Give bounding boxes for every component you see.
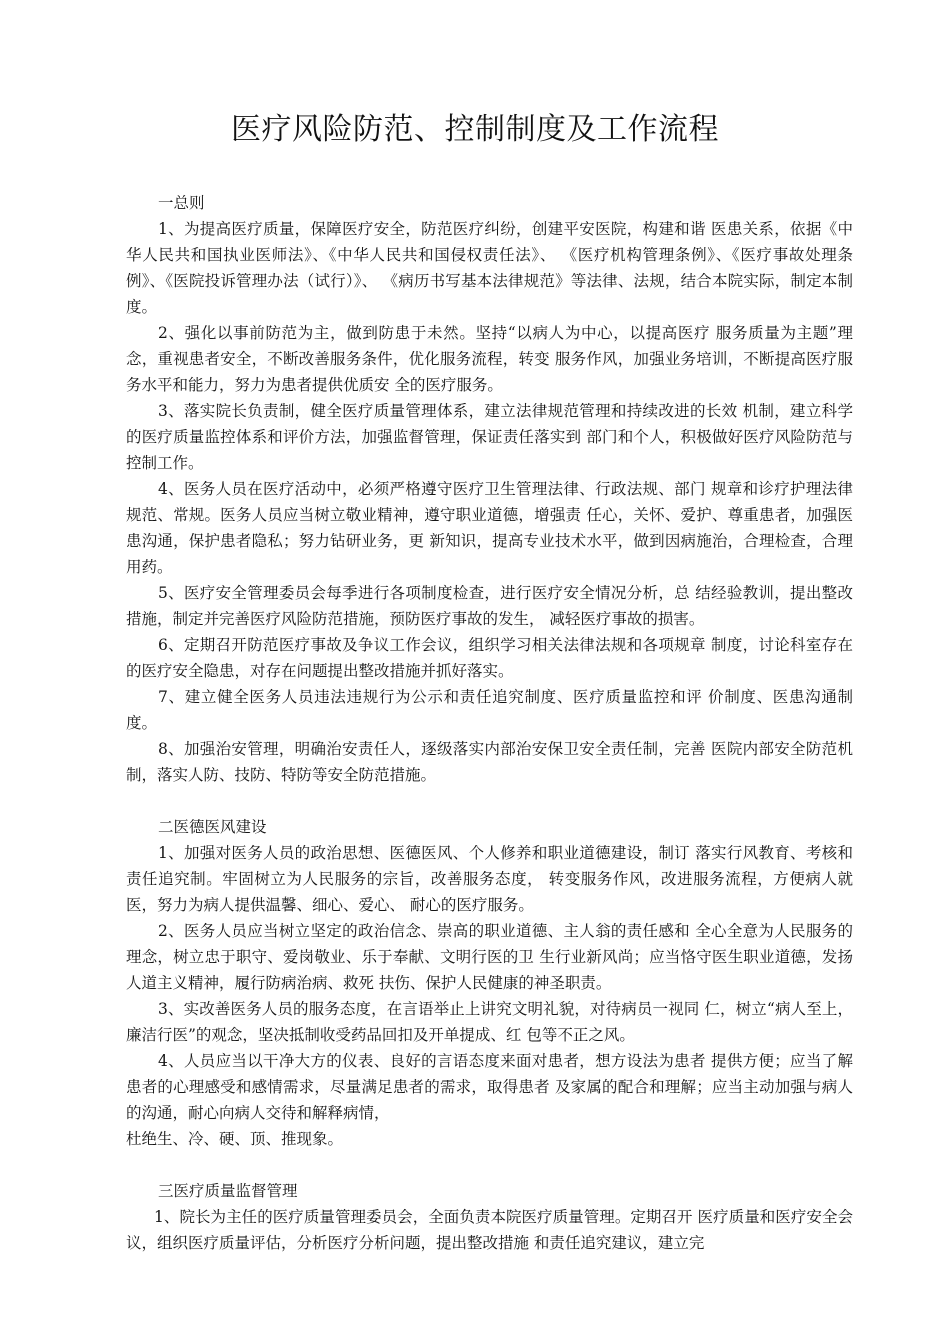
paragraph: 3、实改善医务人员的服务态度，在言语举止上讲究文明礼貌，对待病员一视同 仁，树立“病人至上，廉洁行医”的观念，坚决抵制收受药品回扣及开单提成、红 包等不正之风。 xyxy=(126,1000,853,1044)
document-title: 医疗风险防范、控制制度及工作流程 xyxy=(231,112,719,147)
paragraph: 4、人员应当以干净大方的仪表、良好的言语态度来面对患者，想方设法为患者 提供方便；应当了解患者的心理感受和感情需求，尽量满足患者的需求，取得患者 及家属的配合和理解；应当主动加强与病人的沟通，耐心向病人交待和解释病情， xyxy=(126,1052,853,1122)
paragraph: 1、院长为主任的医疗质量管理委员会，全面负责本院医疗质量管理。定期召开 医疗质量和医疗安全会议，组织医疗质量评估，分析医疗分析问题，提出整改措施 和责任追究建议，建立完 xyxy=(126,1208,853,1252)
paragraph: 2、医务人员应当树立坚定的政治信念、崇高的职业道德、主人翁的责任感和 全心全意为人民服务的理念，树立忠于职守、爱岗敬业、乐于奉献、文明行医的卫 生行业新风尚；应当恪守医生职业道德，发扬人道主义精神，履行防病治病、救死 扶伤、保护人民健康的神圣职责。 xyxy=(126,922,853,992)
paragraph: 3、落实院长负责制，健全医疗质量管理体系，建立法律规范管理和持续改进的长效 机制，建立科学的医疗质量监控体系和评价方法，加强监督管理，保证责任落实到 部门和个人，积极做好医疗风险防范与控制工作。 xyxy=(126,402,853,472)
section-heading-general: 一总则 xyxy=(158,194,205,212)
paragraph: 8、加强治安管理，明确治安责任人，逐级落实内部治安保卫安全责任制，完善 医院内部安全防范机制，落实人防、技防、特防等安全防范措施。 xyxy=(126,740,853,784)
section-heading-ethics: 二医德医风建设 xyxy=(158,818,267,836)
paragraph: 2、强化以事前防范为主，做到防患于未然。坚持“以病人为中心，以提高医疗 服务质量为主题”理念，重视患者安全，不断改善服务条件，优化服务流程，转变 服务作风，加强业务培训，不断提高医疗服务水平和能力，努力为患者提供优质安 全的医疗服务。 xyxy=(126,324,853,394)
paragraph: 1、为提高医疗质量，保障医疗安全，防范医疗纠纷，创建平安医院，构建和谐 医患关系，依据《中华人民共和国执业医师法》、《中华人民共和国侵权责任法》、 《医疗机构管理条例》、《医疗事故处理条例》、《医院投诉管理办法（试行）》、 《病历书写基本法律规范》等法律、法规，结合本院实际，制定本制度。 xyxy=(126,220,853,316)
paragraph-continuation: 杜绝生、冷、硬、顶、推现象。 xyxy=(126,1130,344,1148)
section-spacer xyxy=(126,788,853,814)
section-spacer xyxy=(126,1152,853,1178)
paragraph: 1、加强对医务人员的政治思想、医德医风、个人修养和职业道德建设，制订 落实行风教育、考核和责任追究制。牢固树立为人民服务的宗旨，改善服务态度， 转变服务作风，改进服务流程，方便病人就医，努力为病人提供温馨、细心、爱心、 耐心的医疗服务。 xyxy=(126,844,853,914)
paragraph: 7、建立健全医务人员违法违规行为公示和责任追究制度、医疗质量监控和评 价制度、医患沟通制度。 xyxy=(126,688,853,732)
paragraph: 4、医务人员在医疗活动中，必须严格遵守医疗卫生管理法律、行政法规、部门 规章和诊疗护理法律规范、常规。医务人员应当树立敬业精神，遵守职业道德，增强责 任心，关怀、爱护、尊重患者，加强医患沟通，保护患者隐私；努力钻研业务，更 新知识，提高专业技术水平，做到因病施治，合理检查，合理用药。 xyxy=(126,480,853,576)
document-body xyxy=(126,190,853,1256)
section-heading-quality: 三医疗质量监督管理 xyxy=(158,1182,298,1200)
paragraph: 5、医疗安全管理委员会每季进行各项制度检查，进行医疗安全情况分析，总 结经验教训，提出整改措施，制定并完善医疗风险防范措施，预防医疗事故的发生， 减轻医疗事故的损害。 xyxy=(126,584,853,628)
paragraph: 6、定期召开防范医疗事故及争议工作会议，组织学习相关法律法规和各项规章 制度，讨论科室存在的医疗安全隐患，对存在问题提出整改措施并抓好落实。 xyxy=(126,636,853,680)
